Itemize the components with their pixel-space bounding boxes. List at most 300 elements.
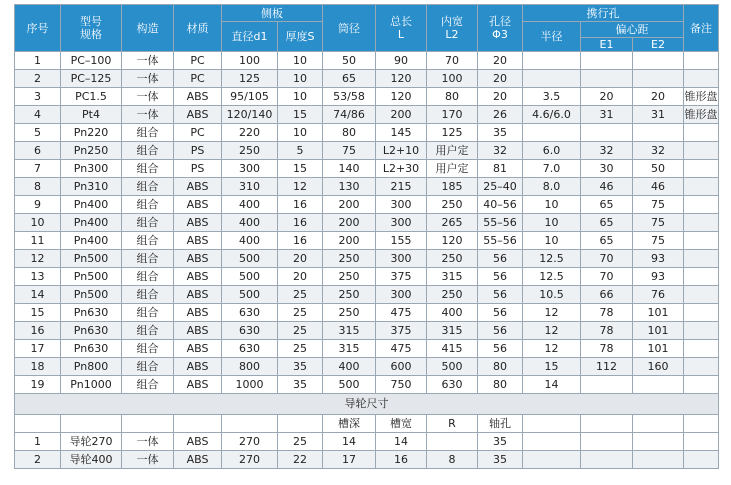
table-cell: 组合 (122, 160, 174, 178)
table-cell: 65 (581, 196, 633, 214)
table-cell: 1 (15, 433, 61, 451)
table-cell: 17 (323, 451, 376, 469)
table-cell (684, 286, 719, 304)
table-cell: 20 (478, 70, 523, 88)
table-cell: ABS (174, 433, 222, 451)
table-cell: 12 (278, 178, 323, 196)
table-cell: 10 (278, 70, 323, 88)
table-cell: PS (174, 142, 222, 160)
table-cell: 415 (427, 340, 478, 358)
table-cell: 22 (278, 451, 323, 469)
table-cell: 20 (581, 88, 633, 106)
table-cell: 组合 (122, 340, 174, 358)
table-cell: 25 (278, 433, 323, 451)
table-cell: 一体 (122, 52, 174, 70)
table-row (15, 358, 719, 376)
table-cell: 75 (323, 142, 376, 160)
table-cell: ABS (174, 232, 222, 250)
guide-label-cell (581, 415, 633, 433)
table-cell: Pn630 (61, 304, 122, 322)
table-cell: Pn300 (61, 160, 122, 178)
table-cell: 30 (581, 160, 633, 178)
table-cell: 120 (376, 88, 427, 106)
table-cell: 400 (323, 358, 376, 376)
table-cell: 315 (427, 268, 478, 286)
table-cell: 475 (376, 304, 427, 322)
table-cell: 25 (278, 286, 323, 304)
table-cell: 120/140 (222, 106, 278, 124)
table-cell: 7 (15, 160, 61, 178)
header-remark: 备注 (684, 5, 719, 52)
table-row (15, 160, 719, 178)
guide-label-cell: 轴孔 (478, 415, 523, 433)
table-cell: 16 (278, 214, 323, 232)
guide-label-cell: 槽宽 (376, 415, 427, 433)
table-cell: ABS (174, 286, 222, 304)
table-cell: ABS (174, 214, 222, 232)
table-cell: 50 (633, 160, 684, 178)
table-cell: 100 (222, 52, 278, 70)
table-cell: 250 (427, 250, 478, 268)
table-cell: 630 (222, 304, 278, 322)
header-thick-s: 厚度S (278, 22, 323, 52)
table-cell: 用户定 (427, 160, 478, 178)
table-cell: 16 (15, 322, 61, 340)
table-cell (633, 376, 684, 394)
header-eccentric: 偏心距 (581, 22, 684, 38)
header-carry-hole: 携行孔 (523, 5, 684, 22)
table-cell: 630 (222, 340, 278, 358)
table-cell: Pn310 (61, 178, 122, 196)
table-cell: 20 (278, 268, 323, 286)
table-cell: L2+30 (376, 160, 427, 178)
table-cell: 76 (633, 286, 684, 304)
table-cell: 组合 (122, 322, 174, 340)
header-material: 材质 (174, 5, 222, 52)
table-cell: 130 (323, 178, 376, 196)
table-body (15, 52, 719, 394)
table-cell (684, 178, 719, 196)
table-cell: 4.6/6.0 (523, 106, 581, 124)
table-cell: 1 (15, 52, 61, 70)
table-cell: 250 (323, 286, 376, 304)
table-cell: 300 (376, 286, 427, 304)
table-cell: 10 (278, 52, 323, 70)
table-cell: 25 (278, 340, 323, 358)
table-cell: ABS (174, 376, 222, 394)
table-cell: 10 (523, 232, 581, 250)
table-cell: 53/58 (323, 88, 376, 106)
table-cell (684, 433, 719, 451)
table-cell: 475 (376, 340, 427, 358)
table-cell: Pn400 (61, 196, 122, 214)
table-cell: 56 (478, 340, 523, 358)
table-cell: 15 (278, 106, 323, 124)
guide-label-cell (523, 415, 581, 433)
table-cell: 32 (478, 142, 523, 160)
table-cell: 组合 (122, 304, 174, 322)
table-cell: 31 (633, 106, 684, 124)
table-cell: 3.5 (523, 88, 581, 106)
table-cell: PC (174, 52, 222, 70)
table-cell: 75 (633, 232, 684, 250)
table-cell: 12 (15, 250, 61, 268)
table-cell: 400 (222, 214, 278, 232)
header-barrel: 筒径 (323, 5, 376, 52)
table-cell: 80 (427, 88, 478, 106)
table-cell: 组合 (122, 286, 174, 304)
table-cell (684, 376, 719, 394)
table-cell (684, 142, 719, 160)
table-cell (581, 52, 633, 70)
table-cell: 组合 (122, 178, 174, 196)
table-cell: 250 (323, 250, 376, 268)
table-cell: 78 (581, 340, 633, 358)
table-cell: 17 (15, 340, 61, 358)
table-cell: 100 (427, 70, 478, 88)
table-cell: 56 (478, 286, 523, 304)
table-cell: 25–40 (478, 178, 523, 196)
table-cell (523, 433, 581, 451)
table-row (15, 232, 719, 250)
table-cell: 8.0 (523, 178, 581, 196)
guide-label-cell (61, 415, 122, 433)
table-cell: 31 (581, 106, 633, 124)
table-cell: 215 (376, 178, 427, 196)
table-cell (581, 451, 633, 469)
table-cell: 11 (15, 232, 61, 250)
table-cell: 200 (323, 214, 376, 232)
header-inner-width (427, 5, 478, 52)
table-cell: 32 (633, 142, 684, 160)
table-cell: 125 (222, 70, 278, 88)
table-cell: 120 (376, 70, 427, 88)
table-cell: 65 (581, 214, 633, 232)
table-cell: 300 (376, 214, 427, 232)
table-cell: 组合 (122, 376, 174, 394)
table-cell: 250 (323, 268, 376, 286)
header-model (61, 5, 122, 52)
header-hole-label: 孔径Φ3 (489, 15, 511, 41)
header-no: 序号 (15, 5, 61, 52)
table-cell (684, 124, 719, 142)
table-cell (684, 268, 719, 286)
table-cell: Pn400 (61, 232, 122, 250)
table-row (15, 304, 719, 322)
table-cell: 4 (15, 106, 61, 124)
table-cell: 12.5 (523, 268, 581, 286)
table-cell: 锥形盘 (684, 88, 719, 106)
table-cell (633, 70, 684, 88)
guide-label-cell (122, 415, 174, 433)
table-cell: 组合 (122, 142, 174, 160)
guide-label-cell (174, 415, 222, 433)
table-cell (581, 376, 633, 394)
guide-label-row (15, 415, 719, 433)
table-cell: 630 (222, 322, 278, 340)
guide-label-cell (684, 415, 719, 433)
header-hole (478, 5, 523, 52)
spec-table-container (14, 4, 719, 469)
guide-row (15, 451, 719, 469)
table-cell: 78 (581, 304, 633, 322)
table-cell: 400 (427, 304, 478, 322)
table-cell: 55–56 (478, 214, 523, 232)
table-cell: 160 (633, 358, 684, 376)
table-cell: 270 (222, 451, 278, 469)
table-cell (581, 124, 633, 142)
table-cell: L2+10 (376, 142, 427, 160)
table-cell: 300 (376, 196, 427, 214)
table-cell: Pt4 (61, 106, 122, 124)
table-cell: 56 (478, 304, 523, 322)
table-row (15, 286, 719, 304)
table-cell: 12 (523, 340, 581, 358)
table-cell: 375 (376, 322, 427, 340)
table-cell: 65 (323, 70, 376, 88)
table-cell: 20 (478, 52, 523, 70)
guide-title-row (15, 394, 719, 415)
spec-table (14, 4, 719, 469)
table-cell (581, 70, 633, 88)
table-cell: 46 (581, 178, 633, 196)
table-cell: 56 (478, 250, 523, 268)
header-length (376, 5, 427, 52)
table-cell: 500 (427, 358, 478, 376)
table-cell: 25 (278, 304, 323, 322)
table-cell: 80 (323, 124, 376, 142)
table-cell: 组合 (122, 268, 174, 286)
table-cell (633, 52, 684, 70)
table-cell: 32 (581, 142, 633, 160)
table-cell: 组合 (122, 196, 174, 214)
table-cell: 组合 (122, 232, 174, 250)
table-cell (684, 196, 719, 214)
table-cell: 145 (376, 124, 427, 142)
table-cell: 315 (323, 322, 376, 340)
table-cell: 112 (581, 358, 633, 376)
table-cell: 125 (427, 124, 478, 142)
header-side-plate: 侧板 (222, 5, 323, 22)
table-cell: 78 (581, 322, 633, 340)
table-cell: 1000 (222, 376, 278, 394)
table-cell: 35 (478, 451, 523, 469)
table-cell: ABS (174, 451, 222, 469)
table-row (15, 70, 719, 88)
table-cell: 一体 (122, 88, 174, 106)
table-cell (684, 214, 719, 232)
guide-label-cell (278, 415, 323, 433)
table-cell (523, 124, 581, 142)
header-structure: 构造 (122, 5, 174, 52)
table-cell: 400 (222, 232, 278, 250)
table-cell: 185 (427, 178, 478, 196)
header-radius: 半径 (523, 22, 581, 52)
table-cell: 8 (15, 178, 61, 196)
table-cell: PC–100 (61, 52, 122, 70)
table-cell (684, 304, 719, 322)
table-cell: 500 (222, 286, 278, 304)
table-cell (633, 124, 684, 142)
table-cell: 56 (478, 268, 523, 286)
guide-label-cell (222, 415, 278, 433)
table-cell: 140 (323, 160, 376, 178)
table-row (15, 268, 719, 286)
table-cell: 10 (15, 214, 61, 232)
table-cell: 14 (323, 433, 376, 451)
table-cell: Pn400 (61, 214, 122, 232)
table-cell (523, 52, 581, 70)
table-cell (684, 358, 719, 376)
table-cell: 导轮270 (61, 433, 122, 451)
table-cell: 10 (523, 196, 581, 214)
table-cell: 270 (222, 433, 278, 451)
table-cell (633, 451, 684, 469)
table-cell: Pn500 (61, 268, 122, 286)
table-cell: 用户定 (427, 142, 478, 160)
table-cell (633, 433, 684, 451)
table-cell: 81 (478, 160, 523, 178)
table-cell: 75 (633, 214, 684, 232)
table-cell: 200 (323, 232, 376, 250)
table-cell: 15 (15, 304, 61, 322)
table-cell (427, 433, 478, 451)
table-cell: 12 (523, 304, 581, 322)
table-cell: ABS (174, 88, 222, 106)
table-cell: 20 (633, 88, 684, 106)
table-cell: 一体 (122, 451, 174, 469)
table-cell (684, 160, 719, 178)
table-cell: 2 (15, 70, 61, 88)
table-cell (581, 433, 633, 451)
table-cell: 220 (222, 124, 278, 142)
table-row (15, 106, 719, 124)
table-row (15, 52, 719, 70)
table-cell: ABS (174, 340, 222, 358)
table-cell: 46 (633, 178, 684, 196)
table-cell: 14 (15, 286, 61, 304)
table-cell: 315 (323, 340, 376, 358)
table-cell (684, 340, 719, 358)
guide-label-cell (15, 415, 61, 433)
table-cell: 19 (15, 376, 61, 394)
table-cell: Pn500 (61, 286, 122, 304)
header-e1: E1 (581, 38, 633, 52)
guide-section (15, 394, 719, 469)
table-cell: 90 (376, 52, 427, 70)
header-inner-width-label: 内宽L2 (441, 15, 463, 41)
table-cell: 10.5 (523, 286, 581, 304)
table-cell: 93 (633, 250, 684, 268)
guide-label-cell: 槽深 (323, 415, 376, 433)
guide-label-cell: R (427, 415, 478, 433)
table-row (15, 322, 719, 340)
table-cell: 组合 (122, 124, 174, 142)
table-cell: 80 (478, 358, 523, 376)
table-cell: Pn250 (61, 142, 122, 160)
table-cell: 10 (523, 214, 581, 232)
table-cell: 600 (376, 358, 427, 376)
table-cell: ABS (174, 178, 222, 196)
table-row (15, 340, 719, 358)
table-cell: 锥形盘 (684, 106, 719, 124)
table-cell: 16 (376, 451, 427, 469)
table-cell: 70 (581, 250, 633, 268)
table-cell: 93 (633, 268, 684, 286)
table-cell: 265 (427, 214, 478, 232)
table-cell: 25 (278, 322, 323, 340)
table-row (15, 250, 719, 268)
table-row (15, 178, 719, 196)
table-cell: 155 (376, 232, 427, 250)
table-cell: 250 (427, 286, 478, 304)
table-cell: 15 (523, 358, 581, 376)
table-cell: Pn1000 (61, 376, 122, 394)
table-cell: 74/86 (323, 106, 376, 124)
table-cell (684, 232, 719, 250)
table-cell: 101 (633, 304, 684, 322)
table-cell: 6 (15, 142, 61, 160)
table-cell (684, 70, 719, 88)
table-cell (684, 451, 719, 469)
table-cell: 70 (427, 52, 478, 70)
table-row (15, 376, 719, 394)
header-length-label: 总长L (390, 15, 412, 41)
table-cell (523, 70, 581, 88)
table-cell: 20 (278, 250, 323, 268)
table-cell: 9 (15, 196, 61, 214)
table-cell: PS (174, 160, 222, 178)
table-cell: 导轮400 (61, 451, 122, 469)
header-model-label: 型号规格 (80, 15, 102, 41)
table-cell: 630 (427, 376, 478, 394)
table-cell: 65 (581, 232, 633, 250)
table-cell: 2 (15, 451, 61, 469)
table-cell: 500 (323, 376, 376, 394)
table-cell: 一体 (122, 70, 174, 88)
table-cell: 800 (222, 358, 278, 376)
table-cell: 组合 (122, 358, 174, 376)
header-dia-d1: 直径d1 (222, 22, 278, 52)
table-cell: 14 (376, 433, 427, 451)
table-cell: 500 (222, 250, 278, 268)
table-cell: 200 (323, 196, 376, 214)
table-cell: ABS (174, 106, 222, 124)
table-cell: 5 (278, 142, 323, 160)
table-row (15, 142, 719, 160)
table-cell: 35 (478, 433, 523, 451)
table-header (15, 5, 719, 52)
table-cell: 20 (478, 88, 523, 106)
table-cell: 10 (278, 88, 323, 106)
table-cell: 35 (278, 358, 323, 376)
table-cell: 55–56 (478, 232, 523, 250)
table-cell: PC1.5 (61, 88, 122, 106)
table-cell: 375 (376, 268, 427, 286)
table-cell: 14 (523, 376, 581, 394)
table-cell: 200 (376, 106, 427, 124)
table-cell: 16 (278, 196, 323, 214)
table-cell: 组合 (122, 250, 174, 268)
header-e2: E2 (633, 38, 684, 52)
table-cell: ABS (174, 196, 222, 214)
table-cell: 一体 (122, 433, 174, 451)
table-cell: 13 (15, 268, 61, 286)
table-row (15, 214, 719, 232)
table-cell: ABS (174, 250, 222, 268)
table-cell: 8 (427, 451, 478, 469)
table-cell: PC (174, 124, 222, 142)
